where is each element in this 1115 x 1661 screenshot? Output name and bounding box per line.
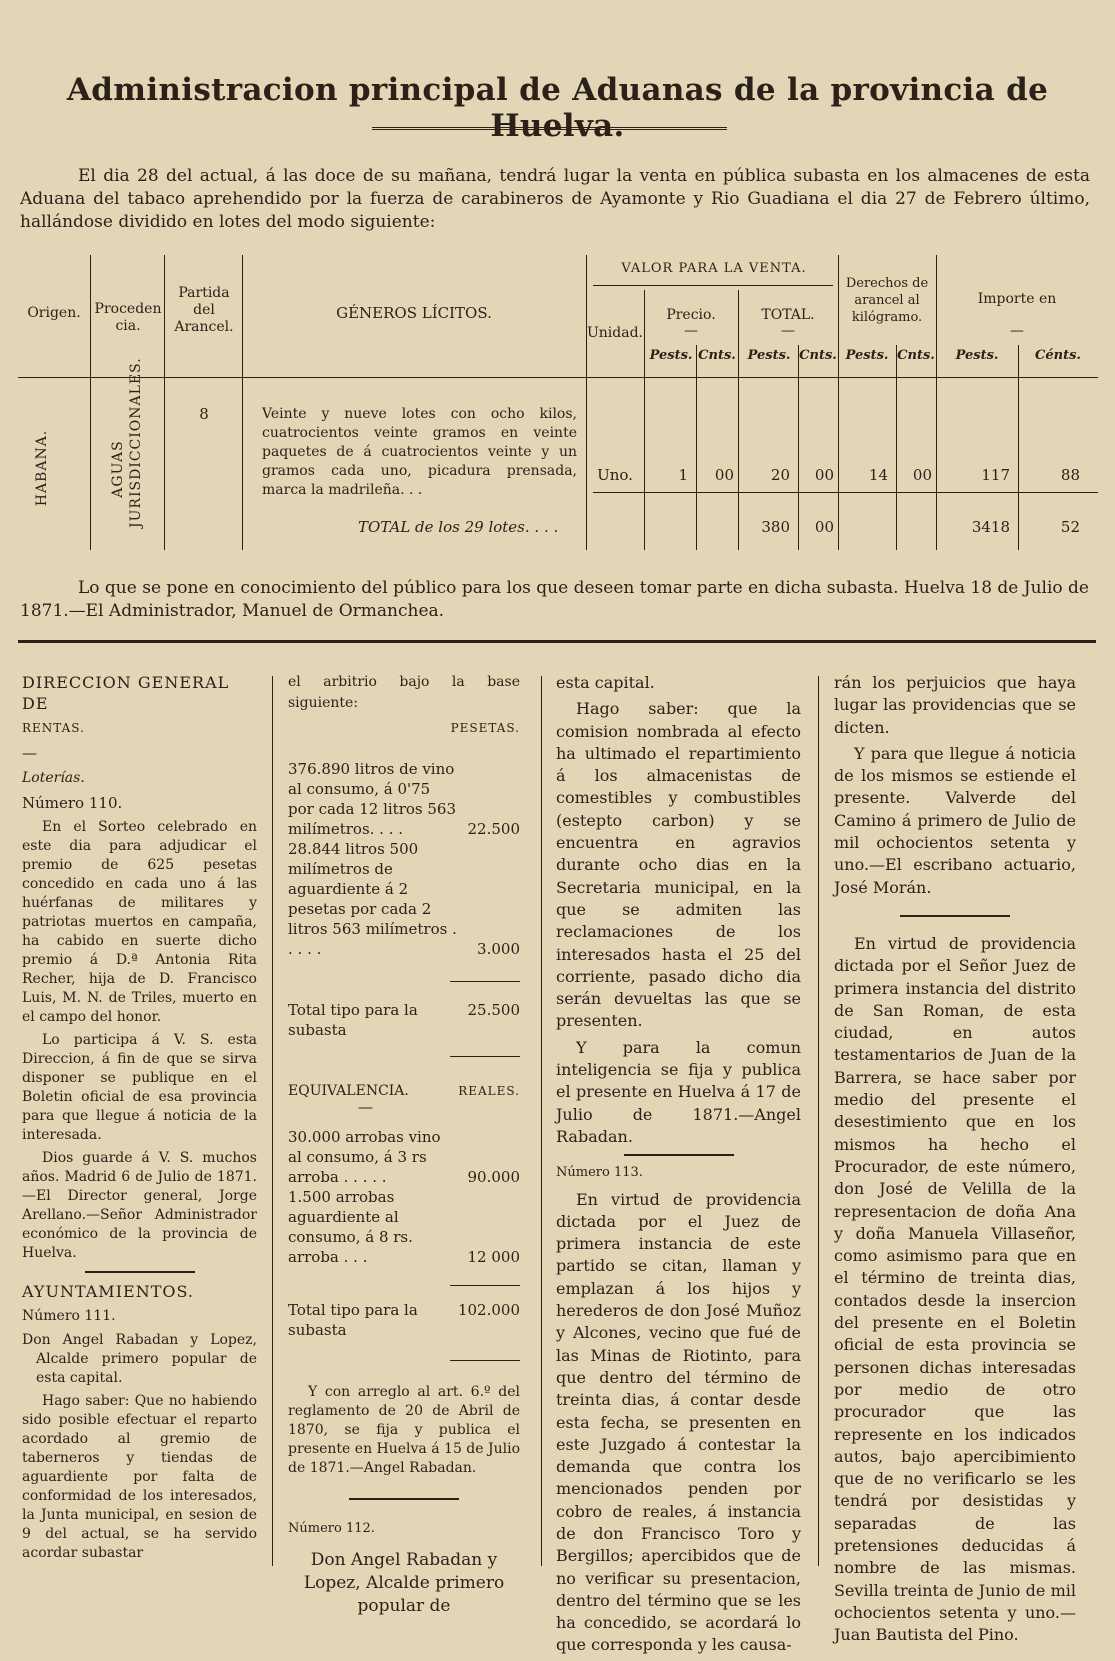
table-vline	[696, 345, 697, 550]
equivalencia-header	[288, 1081, 520, 1101]
total-pests-value: 20	[770, 466, 790, 484]
ledger-dash	[450, 1056, 520, 1057]
header-precio-cnts: Cnts.	[698, 348, 736, 363]
unidad-value: Uno.	[597, 466, 633, 484]
divider	[624, 1154, 734, 1156]
procedencia-value: AGUAS JURISDICCIONALES.	[110, 357, 144, 528]
column-1	[22, 672, 257, 1567]
ledger-value: 90.000	[467, 1168, 520, 1186]
header-importe-dash: —	[1010, 323, 1024, 339]
ledger-row	[288, 1127, 520, 1187]
comision-paragraph: Hago saber: que la comision nombrada al efecto ha ultimado el repartimiento á los almacenistas de comestibles y combustibles (estepto carbon) y se encuentra en agravios durante ocho dias en la Secretaria municipal, en la que se admiten las reclamaciones de los interesados hasta el 25 del corriente, pasado dicho dia serán devueltas las que se presenten.	[556, 699, 801, 1031]
ledger-item: 376.890 litros de vino al consumo, á 0'75 por cada 12 litros 563 milímetros. . . .	[288, 760, 457, 838]
ledger-row	[288, 839, 520, 959]
divider	[349, 1498, 459, 1500]
generos-description: Veinte y nueve lotes con ocho kilos, cuatrocientos veinte gramos en veinte paquetes de á cuatrocientos veinte y un gramos cada uno, picadura prensada, marca la madrileña. . .	[262, 406, 577, 498]
header-importe-pests: Pests.	[955, 348, 999, 363]
column-separator	[541, 676, 542, 1566]
numero-110: Número 110.	[22, 794, 123, 812]
sevilla-paragraph: En virtud de providencia dictada por el Señor Juez de primera instancia del distrito de San Roman, de esta ciudad, en autos testamentarios de Juan de la Barrera, se hace saber por medio del presente el desestimiento que en los mismos ha hecho el Procurador, de este número, don José de Velilla de la representacion de doña Ana y doña Manuela Villaseñor, como asimismo para que en el término de treinta dias, contados desde la insercion del presente en el Boletin oficial de esta provincia se personen dichas interesadas por medio de otro procurador que las represente en los indicados autos, bajo apercibimiento que de no verificarlo se les tendrá por desistidas y separadas de las pretensiones deducidas á nombre de las mismas. Sevilla treinta de Junio de mil ochocientos setenta y uno.—Juan Bautista del Pino.	[834, 933, 1076, 1645]
column-4	[834, 672, 1076, 1650]
ledger-total-value: 102.000	[457, 1301, 520, 1319]
header-valor: VALOR PARA LA VENTA.	[621, 261, 807, 276]
header-procedencia: Proceden cia.	[94, 301, 162, 334]
perjuicios-paragraph: rán los perjuicios que haya lugar las providencias que se dicten.	[834, 673, 1076, 737]
column-separator	[272, 676, 273, 1566]
table-hline	[18, 377, 1098, 378]
rentas-subheading: RENTAS.	[22, 721, 85, 735]
section-rule	[18, 640, 1096, 643]
pesetas-label: PESETAS.	[450, 721, 520, 735]
derechos-cnts-value: 00	[912, 466, 932, 484]
comun-inteligencia-paragraph: Y para la comun inteligencia se fija y publica el presente en Huelva á 17 de Julio de 1871.—Angel Rabadan.	[556, 1037, 801, 1146]
importe-pests-value: 117	[981, 466, 1010, 484]
table-vline	[242, 255, 243, 550]
direccion-heading: DIRECCION GENERAL DE	[22, 673, 230, 713]
ledger-total-label: Total tipo para la subasta	[288, 1301, 418, 1339]
header-precio: Precio.	[666, 307, 716, 323]
providencia-paragraph: En virtud de providencia dictada por el Juez de primera instancia de este partido se citan, llaman y emplazan á los hijos y herederos de don José Muñoz y Alcones, vecino que fué de las Minas de Riotinto, para que dentro del término de treinta dias, á contar desde esta fecha, se presenten en este Juzgado á contestar la demanda que contra los mencionados penden por cobro de reales, á instancia de don Francisco Toro y Bergillos; apercibidos que de no verificar su presentacion, dentro del término que se les ha concedido, se acordará lo que corresponda y les causa-	[556, 1189, 801, 1655]
table-vline	[586, 255, 587, 550]
header-total: TOTAL.	[761, 307, 815, 323]
ledger-row	[288, 1187, 520, 1267]
sorteo-paragraph: En el Sorteo celebrado en este dia para adjudicar el premio de 625 pesetas concedido en cada uno á las huérfanas de militares y patriotas muertos en campaña, ha cabido en suerte dicho premio á D.ª Antonia Rita Recher, hija de D. Francisco Luis, M. N. de Triles, muerto en el campo del honor.	[22, 819, 257, 1025]
header-precio-dash: —	[684, 323, 698, 339]
divider	[85, 1271, 195, 1273]
ledger-item: 1.500 arrobas aguardiente al consumo, á 8 rs. arroba . . .	[288, 1188, 413, 1266]
header-derechos-pests: Pests.	[845, 348, 889, 363]
table-hline	[593, 492, 1098, 493]
partida-value: 8	[199, 405, 209, 423]
ledger-dash	[450, 1285, 520, 1286]
equivalencia-dash: —	[358, 1098, 373, 1116]
ledger-dash	[450, 1360, 520, 1361]
header-derechos: Derechos de arancel al kilógramo.	[845, 276, 929, 325]
total-sum-pests: 380	[761, 518, 790, 536]
pesetas-ledger	[288, 759, 520, 1361]
esta-capital: esta capital.	[556, 673, 655, 692]
hago-saber-paragraph: Hago saber: Que no habiendo sido posible efectuar el reparto acordado al gremio de taberneros y tiendas de aguardiente por falta de conformidad de los interesados, la Junta municipal, en sesion de 9 del actual, se ha servido acordar subastar	[22, 1393, 257, 1561]
header-unidad: Unidad.	[586, 325, 643, 341]
table-vline	[90, 255, 91, 550]
table-vline	[896, 345, 897, 550]
importe-sum-cents: 52	[1060, 518, 1080, 536]
header-importe: Importe en	[977, 291, 1057, 307]
ledger-total-row	[288, 1300, 520, 1340]
ledger-total-label: Total tipo para la subasta	[288, 1001, 418, 1039]
valverde-paragraph: Y para que llegue á noticia de los mismos se estiende el presente. Valverde del Camino á primero de Julio de mil ochocientos setenta y uno.—El escribano actuario, José Morán.	[834, 743, 1076, 897]
header-total-dash: —	[781, 323, 795, 339]
loterias-label: Loterías.	[22, 770, 85, 786]
precio-cnts-value: 00	[714, 466, 734, 484]
column-2	[288, 672, 520, 1622]
ledger-value: 22.500	[467, 820, 520, 838]
equivalencia-label: EQUIVALENCIA.	[288, 1083, 409, 1099]
importe-sum-pests: 3418	[971, 518, 1010, 536]
ledger-dash	[450, 981, 520, 982]
dash-separator: —	[22, 744, 37, 762]
reglamento-paragraph: Y con arreglo al art. 6.º del reglamento de 20 de Abril de 1870, se fija y publica el presente en Huelva á 15 de Julio de 1871.—Angel Rabadan.	[288, 1384, 521, 1476]
ledger-total-row	[288, 1000, 520, 1040]
closing-paragraph: Lo que se pone en conocimiento del público para los que deseen tomar parte en dicha subasta. Huelva 18 de Julio de 1871.—El Administrador, Manuel de Ormanchea.	[20, 578, 1089, 621]
intro-paragraph: El dia 28 del actual, á las doce de su mañana, tendrá lugar la venta en pública subasta en los almacenes de esta Aduana del tabaco aprehendido por la fuerza de carabineros de Ayamonte y Rio Guadiana el dia 27 de Febrero último, hallándose dividido en lotes del modo siguiente:	[20, 166, 1090, 232]
numero-111: Número 111.	[22, 1308, 116, 1324]
derechos-pests-value: 14	[868, 466, 888, 484]
header-partida: Partida del Arancel.	[174, 285, 234, 335]
participa-paragraph: Lo participa á V. S. esta Direccion, á fin de que se sirva disponer se publique en el Boletin oficial de esa provincia para que llegue á noticia de la interesada.	[22, 1032, 257, 1143]
ledger-total-value: 25.500	[467, 1001, 520, 1019]
header-derechos-cnts: Cnts.	[897, 348, 935, 363]
header-precio-pests: Pests.	[649, 348, 693, 363]
header-importe-cents: Cénts.	[1035, 348, 1081, 363]
header-total-pests: Pests.	[747, 348, 791, 363]
divider	[900, 915, 1010, 917]
auction-table	[18, 255, 1098, 560]
page-title: Administracion principal de Aduanas de la provincia de Huelva.	[66, 72, 1049, 144]
ledger-value: 12 000	[467, 1248, 520, 1266]
alcalde-paragraph: Don Angel Rabadan y Lopez, Alcalde primero popular de esta capital.	[22, 1332, 257, 1386]
header-origen: Origen.	[27, 305, 81, 321]
ledger-row	[288, 759, 520, 839]
header-total-cnts: Cnts.	[799, 348, 837, 363]
column-separator	[818, 676, 819, 1566]
table-hline	[593, 285, 833, 286]
alcalde-112-paragraph: Don Angel Rabadan y Lopez, Alcalde primero popular de	[303, 1550, 505, 1616]
ledger-item: 30.000 arrobas vino al consumo, á 3 rs arroba . . . . .	[288, 1128, 441, 1186]
numero-113: Número 113.	[556, 1165, 643, 1181]
ledger-item: 28.844 litros 500 milímetros de aguardiente á 2 pesetas por cada 2 litros 563 milímetros . . . . .	[288, 840, 457, 958]
ayuntamientos-heading: AYUNTAMIENTOS.	[22, 1282, 194, 1301]
total-label: TOTAL de los 29 lotes. . . .	[358, 518, 559, 536]
dios-guarde-paragraph: Dios guarde á V. S. muchos años. Madrid 6 de Julio de 1871.—El Director general, Jorge Arellano.—Señor Administrador económico de la provincia de Huelva.	[22, 1150, 257, 1261]
ledger-value: 3.000	[477, 940, 520, 958]
header-generos: GÉNEROS LÍCITOS.	[336, 304, 492, 322]
numero-112: Número 112.	[288, 1521, 375, 1536]
origen-value: HABANA.	[34, 429, 50, 507]
reales-label: REALES.	[458, 1084, 520, 1098]
importe-cents-value: 88	[1060, 466, 1080, 484]
table-vline	[164, 255, 165, 550]
arbitrio-intro: el arbitrio bajo la base siguiente:	[288, 674, 520, 711]
column-3	[556, 672, 801, 1661]
title-ornament-rule	[372, 127, 727, 130]
precio-pests-value: 1	[678, 466, 688, 484]
total-cnts-value: 00	[814, 466, 834, 484]
total-sum-cnts: 00	[814, 518, 834, 536]
